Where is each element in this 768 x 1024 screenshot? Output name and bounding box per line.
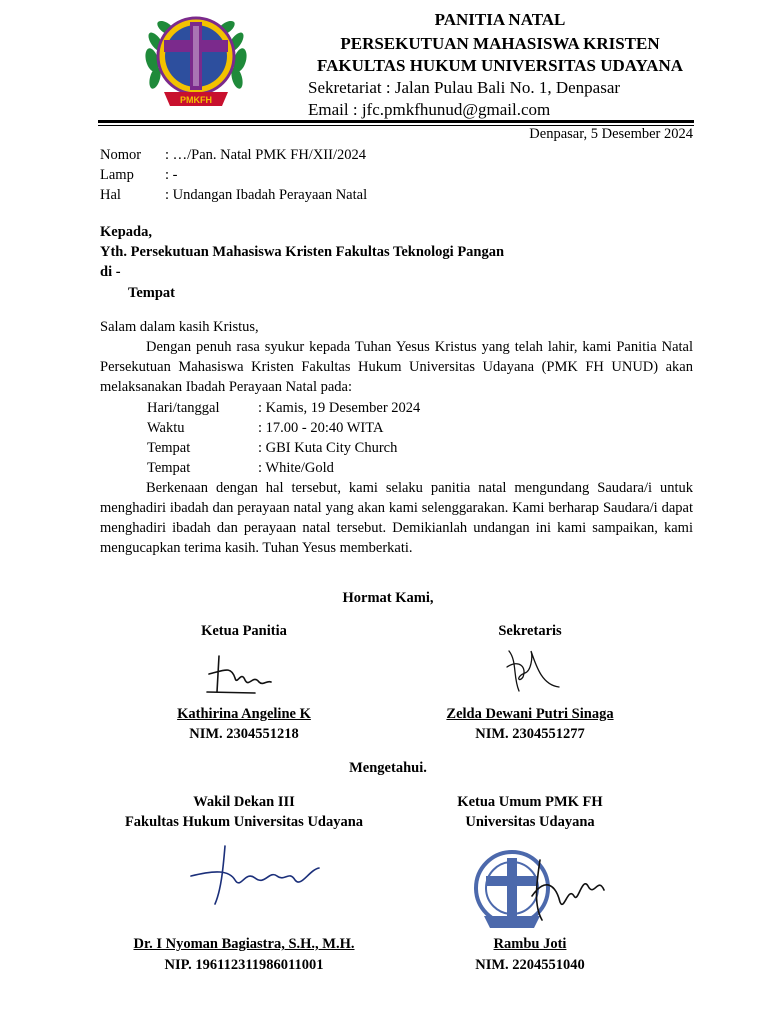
recipient-di: di - bbox=[100, 264, 121, 280]
hormat-kami: Hormat Kami, bbox=[342, 590, 434, 606]
ketum-name: Rambu Joti bbox=[493, 936, 567, 952]
ketua-nim: NIM. 2304551218 bbox=[189, 726, 299, 742]
wadek-nip: NIP. 196112311986011001 bbox=[164, 957, 324, 973]
detail-value-date: : Kamis, 19 Desember 2024 bbox=[258, 400, 421, 416]
meta-label-hal: Hal bbox=[100, 187, 121, 203]
meta-value-lamp: : - bbox=[165, 167, 178, 183]
ketua-name: Kathirina Angeline K bbox=[177, 706, 311, 722]
sekretaris-title: Sekretaris bbox=[498, 623, 562, 639]
organization-logo bbox=[142, 12, 250, 108]
closing-paragraph: Berkenaan dengan hal tersebut, kami selaku panitia natal mengundang Saudara/i untuk menghadiri ibadah dan perayaan natal yang akan kami selenggarakan. Kami berharap Saudara/i dapat menghadiri ibadah dan perayaan natal tersebut. Demikianlah undangan ini kami sampaikan, kami mengucapkan terima kasih. Tuhan Yesus memberkati. bbox=[100, 480, 693, 556]
sekretaris-signature bbox=[503, 647, 563, 699]
ketum-nim: NIM. 2204551040 bbox=[475, 957, 585, 973]
wadek-signature bbox=[185, 840, 325, 910]
meta-label-lamp: Lamp bbox=[100, 167, 134, 183]
meta-value-nomor: : …/Pan. Natal PMK FH/XII/2024 bbox=[165, 147, 366, 163]
letterhead-org: PERSEKUTUAN MAHASISWA KRISTEN bbox=[340, 34, 660, 53]
letterhead-address: Sekretariat : Jalan Pulau Bali No. 1, Denpasar bbox=[308, 78, 621, 97]
detail-label-time: Waktu bbox=[147, 420, 185, 436]
meta-value-hal: : Undangan Ibadah Perayaan Natal bbox=[165, 187, 368, 203]
detail-value-dresscode: : White/Gold bbox=[258, 460, 334, 476]
letterhead-email: Email : jfc.pmkfhunud@gmail.com bbox=[308, 100, 551, 119]
letterhead-title: PANITIA NATAL bbox=[434, 10, 566, 29]
wadek-title: Wakil Dekan III bbox=[193, 794, 295, 810]
meta-label-nomor: Nomor bbox=[100, 147, 142, 163]
detail-label-place: Tempat bbox=[147, 440, 191, 456]
recipient-yth: Yth. Persekutuan Mahasiswa Kristen Fakultas Teknologi Pangan bbox=[100, 244, 505, 260]
ketua-signature bbox=[205, 652, 275, 698]
sekretaris-name: Zelda Dewani Putri Sinaga bbox=[446, 706, 614, 722]
intro-paragraph: Dengan penuh rasa syukur kepada Tuhan Yesus Kristus yang telah lahir, kami Panitia Natal Persekutuan Mahasiswa Kristen Fakultas Hukum Universitas Udayana (PMK FH UNUD) akan melaksanakan Ibadah Perayaan Natal pada: bbox=[100, 339, 693, 395]
detail-value-place: : GBI Kuta City Church bbox=[258, 440, 398, 456]
recipient-kepada: Kepada, bbox=[100, 224, 152, 240]
recipient-tempat: Tempat bbox=[128, 285, 175, 301]
greeting: Salam dalam kasih Kristus, bbox=[100, 319, 259, 335]
ketum-stamp bbox=[470, 846, 610, 932]
detail-label-date: Hari/tanggal bbox=[147, 400, 220, 416]
letterhead-faculty: FAKULTAS HUKUM UNIVERSITAS UDAYANA bbox=[316, 56, 684, 75]
svg-text:PMKFH: PMKFH bbox=[180, 95, 212, 105]
wadek-faculty: Fakultas Hukum Universitas Udayana bbox=[124, 814, 364, 830]
ketum-university: Universitas Udayana bbox=[465, 814, 595, 830]
sekretaris-nim: NIM. 2304551277 bbox=[475, 726, 585, 742]
detail-value-time: : 17.00 - 20:40 WITA bbox=[258, 420, 384, 436]
ketua-title: Ketua Panitia bbox=[201, 623, 287, 639]
ketum-title: Ketua Umum PMK FH bbox=[457, 794, 603, 810]
wadek-name: Dr. I Nyoman Bagiastra, S.H., M.H. bbox=[133, 936, 355, 952]
letterhead-divider bbox=[98, 120, 694, 123]
detail-label-dresscode: Tempat bbox=[147, 460, 191, 476]
mengetahui: Mengetahui. bbox=[349, 760, 427, 776]
letter-date: Denpasar, 5 Desember 2024 bbox=[529, 126, 693, 142]
